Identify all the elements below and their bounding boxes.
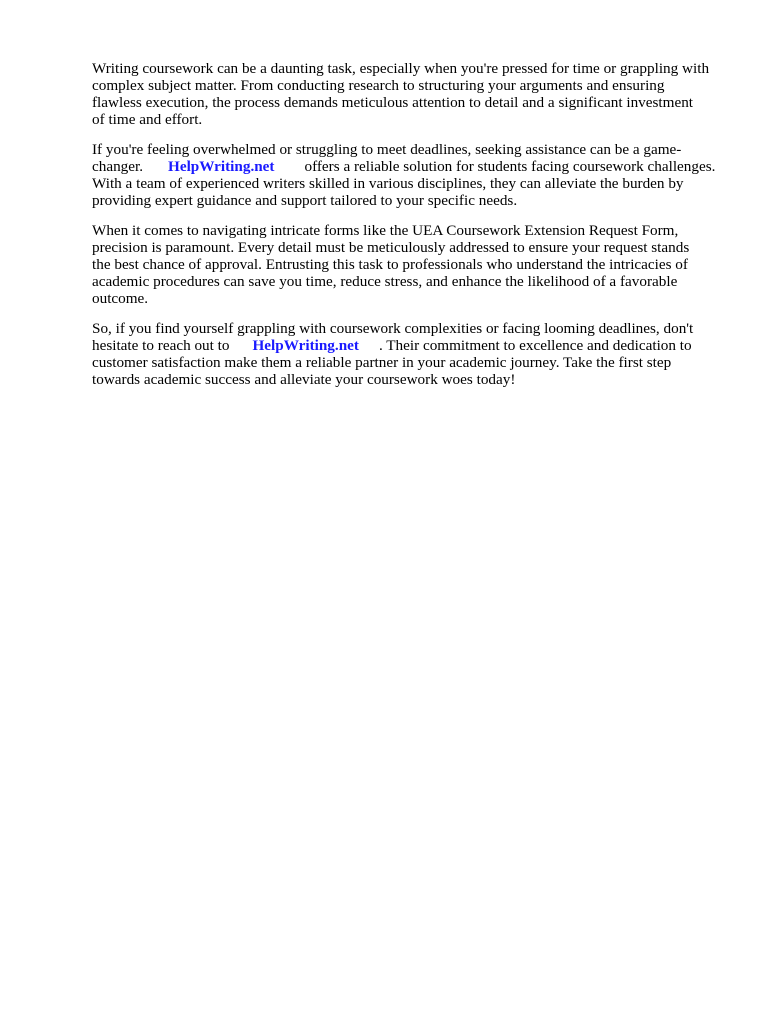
text-line-with-link [92,337,728,354]
text-segment: offers a reliable solution for students facing coursework challenges. [304,158,716,175]
text-line: customer satisfaction make them a reliable partner in your academic journey. Take the first step [92,354,672,371]
text-line-with-link [92,158,728,175]
text-line: Writing coursework can be a daunting task, especially when you're pressed for time or grappling with [92,60,710,77]
text-line: academic procedures can save you time, reduce stress, and enhance the likelihood of a favorable [92,273,678,290]
text-line: providing expert guidance and support tailored to your specific needs. [92,192,518,209]
text-line: flawless execution, the process demands meticulous attention to detail and a significant investment [92,94,694,111]
text-segment: changer. [92,158,144,175]
text-segment: hesitate to reach out to [92,337,230,354]
text-line: complex subject matter. From conducting research to structuring your arguments and ensuring [92,77,665,94]
document-page [92,60,728,401]
helpwriting-link[interactable]: HelpWriting.net [252,337,359,354]
text-line: the best chance of approval. Entrusting this task to professionals who understand the intricacies of [92,256,688,273]
text-line: So, if you find yourself grappling with coursework complexities or facing looming deadlines, don't [92,320,694,337]
paragraph-closing [92,320,728,388]
text-line: outcome. [92,290,149,307]
paragraph-forms [92,222,728,307]
paragraph-assistance [92,141,728,209]
text-line: If you're feeling overwhelmed or struggling to meet deadlines, seeking assistance can be a game- [92,141,682,158]
paragraph-intro [92,60,728,128]
text-line: of time and effort. [92,111,203,128]
text-line: When it comes to navigating intricate forms like the UEA Coursework Extension Request Form, [92,222,679,239]
text-line: precision is paramount. Every detail must be meticulously addressed to ensure your request stands [92,239,690,256]
text-segment: . Their commitment to excellence and dedication to [378,337,692,354]
text-line: towards academic success and alleviate your coursework woes today! [92,371,516,388]
helpwriting-link[interactable]: HelpWriting.net [168,158,275,175]
text-line: With a team of experienced writers skilled in various disciplines, they can alleviate the burden by [92,175,684,192]
